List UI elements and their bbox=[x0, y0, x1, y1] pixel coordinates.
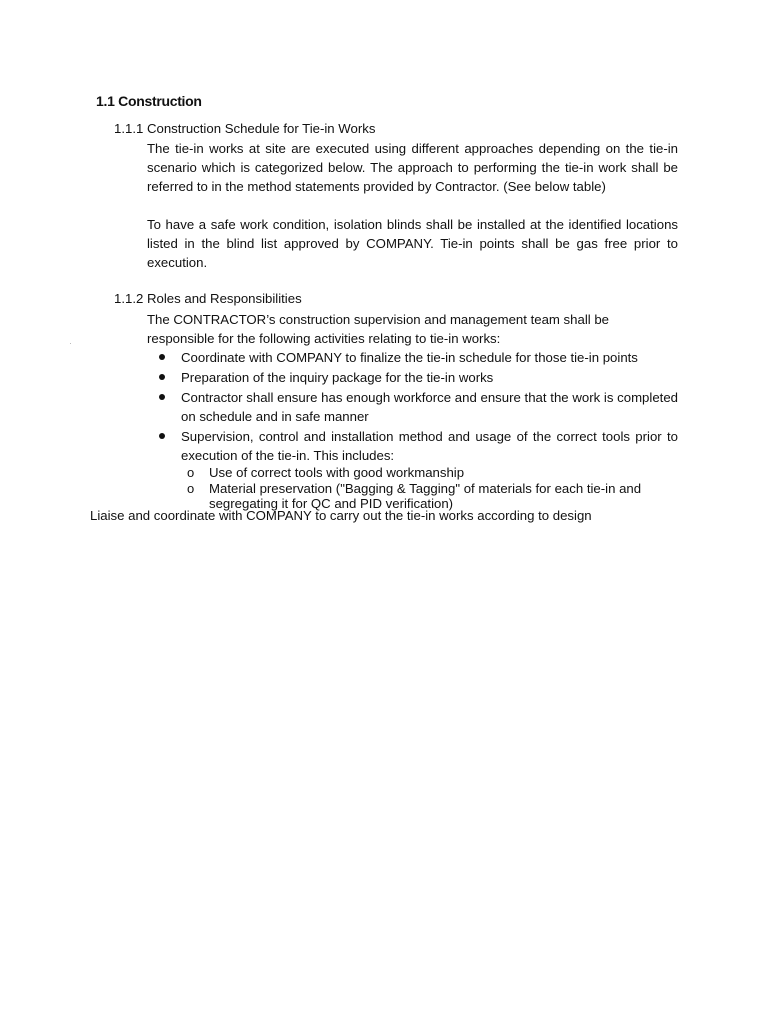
subsection-title-roles: 1.1.2 Roles and Responsibilities bbox=[114, 291, 302, 306]
schedule-paragraph-2: To have a safe work condition, isolation blinds shall be installed at the identified locations listed in the blind list approved by COMPANY. Tie-in points shall be gas free prior to execution. bbox=[147, 217, 678, 270]
sub-list-item bbox=[181, 481, 678, 512]
list-item bbox=[147, 348, 678, 367]
list-item bbox=[147, 368, 678, 387]
sub-list-item-text: Material preservation ("Bagging & Tagging" of materials for each tie-in and segregating it for QC and PID verification) bbox=[209, 480, 642, 511]
section-heading: 1.1 Construction bbox=[96, 93, 202, 109]
bullet-icon bbox=[159, 394, 165, 400]
responsibilities-list bbox=[147, 348, 678, 513]
list-item-text: Preparation of the inquiry package for the tie-in works bbox=[181, 370, 494, 385]
schedule-paragraph-1: The tie-in works at site are executed using different approaches depending on the tie-in scenario which is categorized below. The approach to performing the tie-in work shall be referred to in the method statements provided by Contractor. (See below table) bbox=[147, 141, 678, 194]
bullet-icon bbox=[159, 354, 165, 360]
closing-line: Liaise and coordinate with COMPANY to carry out the tie-in works according to design bbox=[90, 508, 592, 523]
list-item-text: Supervision, control and installation method and usage of the correct tools prior to execution of the tie-in. This includes: bbox=[181, 429, 678, 463]
bullet-icon bbox=[159, 433, 165, 439]
list-item-text: Coordinate with COMPANY to finalize the tie-in schedule for those tie-in points bbox=[181, 350, 638, 365]
circle-bullet-icon: o bbox=[187, 480, 195, 496]
bullet-icon bbox=[159, 374, 165, 380]
sub-list-item-text: Use of correct tools with good workmanship bbox=[209, 465, 465, 480]
subsection-title-schedule: 1.1.1 Construction Schedule for Tie-in Works bbox=[114, 121, 376, 136]
sub-list bbox=[181, 465, 678, 512]
margin-mark bbox=[70, 343, 71, 344]
list-item bbox=[147, 427, 678, 512]
list-item-text: Contractor shall ensure has enough workforce and ensure that the work is completed on schedule and in safe manner bbox=[181, 390, 678, 424]
roles-intro-paragraph: The CONTRACTOR’s construction supervision and management team shall be responsible for the following activities relating to tie-in works: bbox=[147, 312, 610, 346]
sub-list-item bbox=[181, 465, 678, 481]
list-item bbox=[147, 388, 678, 426]
circle-bullet-icon: o bbox=[187, 465, 195, 480]
